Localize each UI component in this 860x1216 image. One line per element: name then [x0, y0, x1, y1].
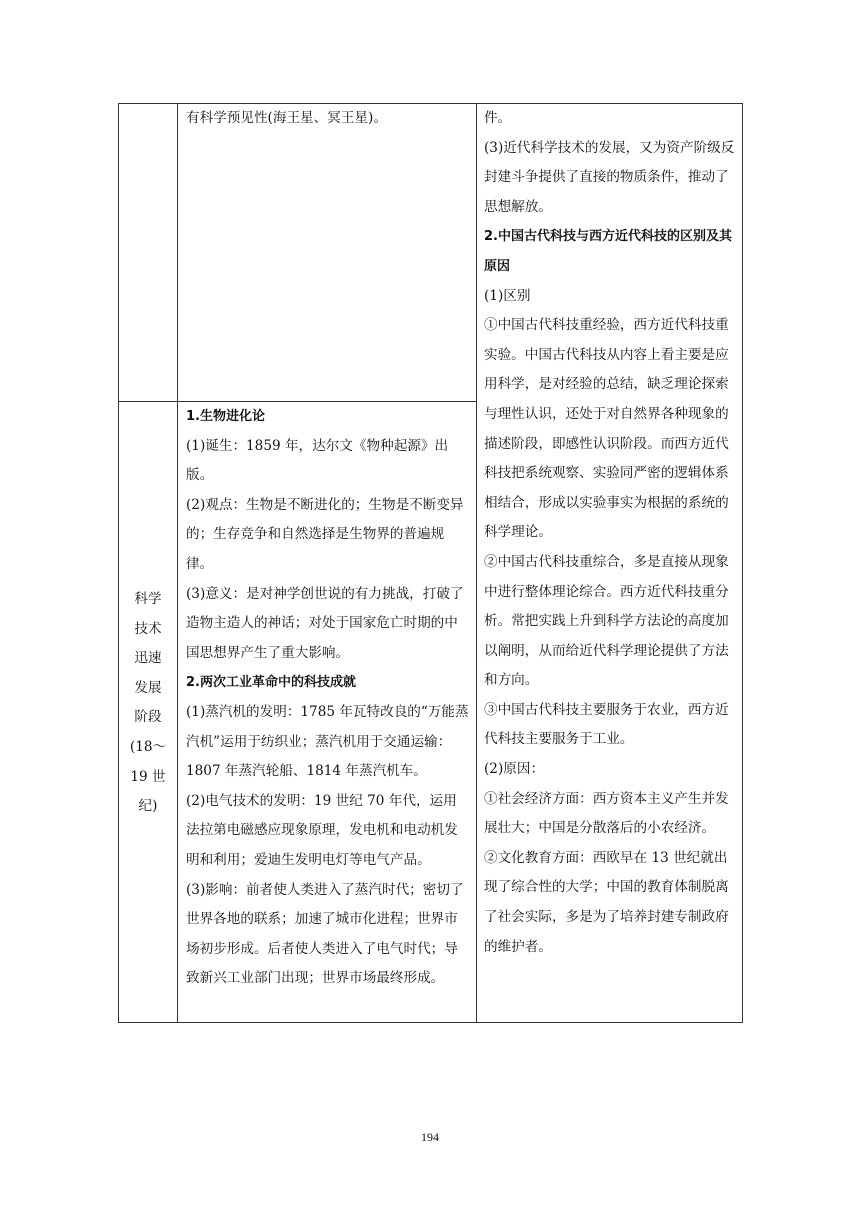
stage-label-line: 迅速	[134, 650, 162, 667]
paragraph: ③中国古代科技主要服务于农业，西方近代科技主要服务于工业。	[484, 701, 729, 748]
stage-label-line: 科学	[134, 591, 162, 607]
paragraph: (3)近代科学技术的发展，又为资产阶级反封建斗争提供了直接的物质条件，推动了思想解放。	[484, 139, 735, 215]
content-table	[118, 103, 743, 1023]
paragraph: (1)诞生：1859 年，达尔文《物种起源》出版。	[186, 437, 449, 484]
table-row	[119, 104, 743, 402]
analysis-text	[477, 104, 742, 962]
analysis-cell	[477, 104, 743, 1023]
stage-label-line: (18～	[129, 738, 167, 755]
section-heading: 2.两次工业革命中的科技成就	[186, 675, 356, 691]
page-number: 194	[421, 1130, 439, 1144]
stage-label-line: 技术	[134, 620, 162, 637]
paragraph: ②中国古代科技重综合，多是直接从现象中进行整体理论综合。西方近代科技重分析。常把实践上升到科学方法论的高度加以阐明，从而给近代科学理论提供了方法和方向。	[484, 553, 729, 689]
stage-label	[119, 402, 177, 822]
paragraph: (1)区别	[484, 287, 531, 304]
paragraph: 件。	[484, 110, 512, 126]
paragraph: (3)意义：是对神学创世说的有力挑战，打破了造物主造人的神话；对处于国家危亡时期的中国思想界产生了重大影响。	[186, 585, 464, 661]
stage-cell-top	[119, 104, 178, 402]
stage-label-line: 纪)	[138, 798, 158, 815]
stage-label-line: 阶段	[134, 709, 162, 726]
section-heading: 1.生物进化论	[186, 409, 265, 424]
cell-text: 有科学预见性(海王星、冥王星)。	[186, 110, 387, 126]
paragraph: (2)电气技术的发明：19 世纪 70 年代，运用法拉第电磁感应现象原理，发电机和电动机发明和利用；爱迪生发明电灯等电气产品。	[186, 792, 458, 868]
stage-label-line: 19 世	[130, 768, 166, 785]
paragraph: (3)影响：前者使人类进入了蒸汽时代；密切了世界各地的联系；加速了城市化进程；世界市场初步形成。后者使人类进入了电气时代；导致新兴工业部门出现；世界市场最终形成。	[186, 881, 464, 987]
paragraph: ②文化教育方面：西欧早在 13 世纪就出现了综合性的大学；中国的教育体制脱离了社会实际，多是为了培养封建专制政府的维护者。	[484, 849, 729, 955]
stage-label-line: 发展	[134, 679, 162, 696]
stage-cell	[119, 402, 178, 1023]
content-text	[178, 402, 476, 994]
content-cell-top	[178, 104, 477, 402]
paragraph: (2)观点：生物是不断进化的；生物是不断变异的；生存竞争和自然选择是生物界的普遍规律。	[186, 496, 464, 572]
paragraph: ①社会经济方面：西方资本主义产生并发展壮大；中国是分散落后的小农经济。	[484, 790, 729, 837]
paragraph: (1)蒸汽机的发明：1785 年瓦特改良的“万能蒸汽机”运用于纺织业；蒸汽机用于交通运输：1807 年蒸汽轮船、1814 年蒸汽机车。	[186, 703, 469, 780]
paragraph: ①中国古代科技重经验，西方近代科技重实验。中国古代科技从内容上看主要是应用科学，是对经验的总结，缺乏理论探索与理性认识，还处于对自然界各种现象的描述阶段，即感性认识阶段。而西方近代科技把系统观察、实验同严密的逻辑体系相结合，形成以实验事实为根据的系统的科学理论。	[484, 317, 729, 541]
content-cell	[178, 402, 477, 1023]
paragraph: (2)原因：	[484, 761, 545, 778]
section-heading: 2.中国古代科技与西方近代科技的区别及其原因	[484, 229, 732, 274]
